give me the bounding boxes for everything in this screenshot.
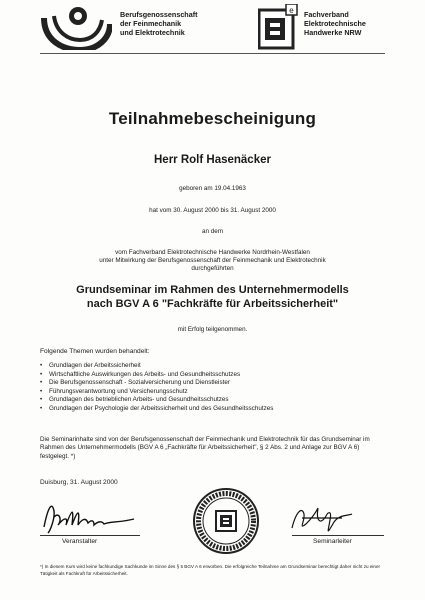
organizer-line-1: vom Fachverband Elektrotechnische Handwerke Nordrhein-Westfalen	[115, 249, 310, 256]
label-organizer: Veranstalter	[62, 538, 98, 545]
svg-text:e: e	[289, 6, 294, 15]
official-seal-icon	[192, 487, 260, 555]
period: hat vom 30. August 2000 bis 31. August 2000	[149, 207, 276, 214]
organizer-line-2: unter Mitwirkung der Berufsgenossenschaft der Feinmechanik und Elektrotechnik	[99, 257, 326, 264]
themes-intro: Folgende Themen wurden behandelt:	[40, 348, 150, 355]
organizer-signature	[38, 497, 138, 537]
right-org-name: Fachverband Elektrotechnische Handwerke NRW	[304, 10, 366, 37]
header-left	[40, 4, 230, 50]
header-divider	[40, 53, 385, 54]
signature-line-right	[292, 535, 384, 536]
themes-list	[40, 362, 273, 414]
leader-signature	[282, 498, 382, 538]
seminar-title	[0, 283, 425, 311]
birth-date: geboren am 19.04.1963	[179, 185, 246, 192]
content-paragraph: Die Seminarinhalte sind von der Berufsgenossenschaft der Feinmechanik und Elektrotechnik für das Grundseminar im Rahmen des Unternehmermodells (BGV A 6 „Fachkräfte für Arbeitssicherheit", § 2 Abs. 2 und Anlage zur BGV A 6) festgelegt. *)	[40, 436, 370, 460]
seminar-title-line-2: nach BGV A 6 "Fachkräfte für Arbeitssicherheit"	[86, 298, 339, 310]
success-note: mit Erfolg teilgenommen.	[177, 326, 248, 333]
list-item: • Grundlagen der Psychologie der Arbeitssicherheit und des Gesundheitsschutzes	[40, 405, 273, 414]
list-item: • Die Berufsgenossenschaft - Sozialversicherung und Dienstleister	[40, 379, 273, 388]
place-date: Duisburg, 31. August 2000	[40, 479, 118, 486]
list-item: • Grundlagen des betrieblichen Arbeits- und Gesundheitsschutzes	[40, 396, 273, 405]
list-item: • Führungsverantwortung und Versicherungsschutz	[40, 388, 273, 397]
list-item: • Grundlagen der Arbeitssicherheit	[40, 362, 273, 371]
certificate-title: Teilnahmebescheinigung	[108, 109, 317, 128]
recipient-name: Herr Rolf Hasenäcker	[154, 154, 271, 166]
bg-logo-icon	[40, 4, 112, 50]
label-seminar-leader: Seminarleiter	[313, 538, 352, 545]
header-right	[258, 4, 408, 50]
signature-line-left	[40, 535, 140, 536]
organizer-line-3: durchgeführten	[191, 265, 234, 272]
left-org-name: Berufsgenossenschaft der Feinmechanik und Elektrotechnik	[120, 10, 198, 37]
list-item: • Wirtschaftliche Auswirkungen des Arbeits- und Gesundheitsschutzes	[40, 371, 273, 380]
an-dem: an dem	[201, 228, 223, 235]
fachverband-logo-icon	[258, 4, 298, 50]
seminar-title-line-1: Grundseminar im Rahmen des Unternehmermodells	[76, 284, 349, 296]
footnote: *) In diesem Kurs wird keine fachkundige Sachkunde im Sinne des § 5 BGV A 6 erworben. Die erfolgreiche Teilnahme am Grundseminar berechtigt daher nicht zu einer Tätigkeit als Fachkraft für Arbeitssicherheit.	[40, 564, 381, 576]
